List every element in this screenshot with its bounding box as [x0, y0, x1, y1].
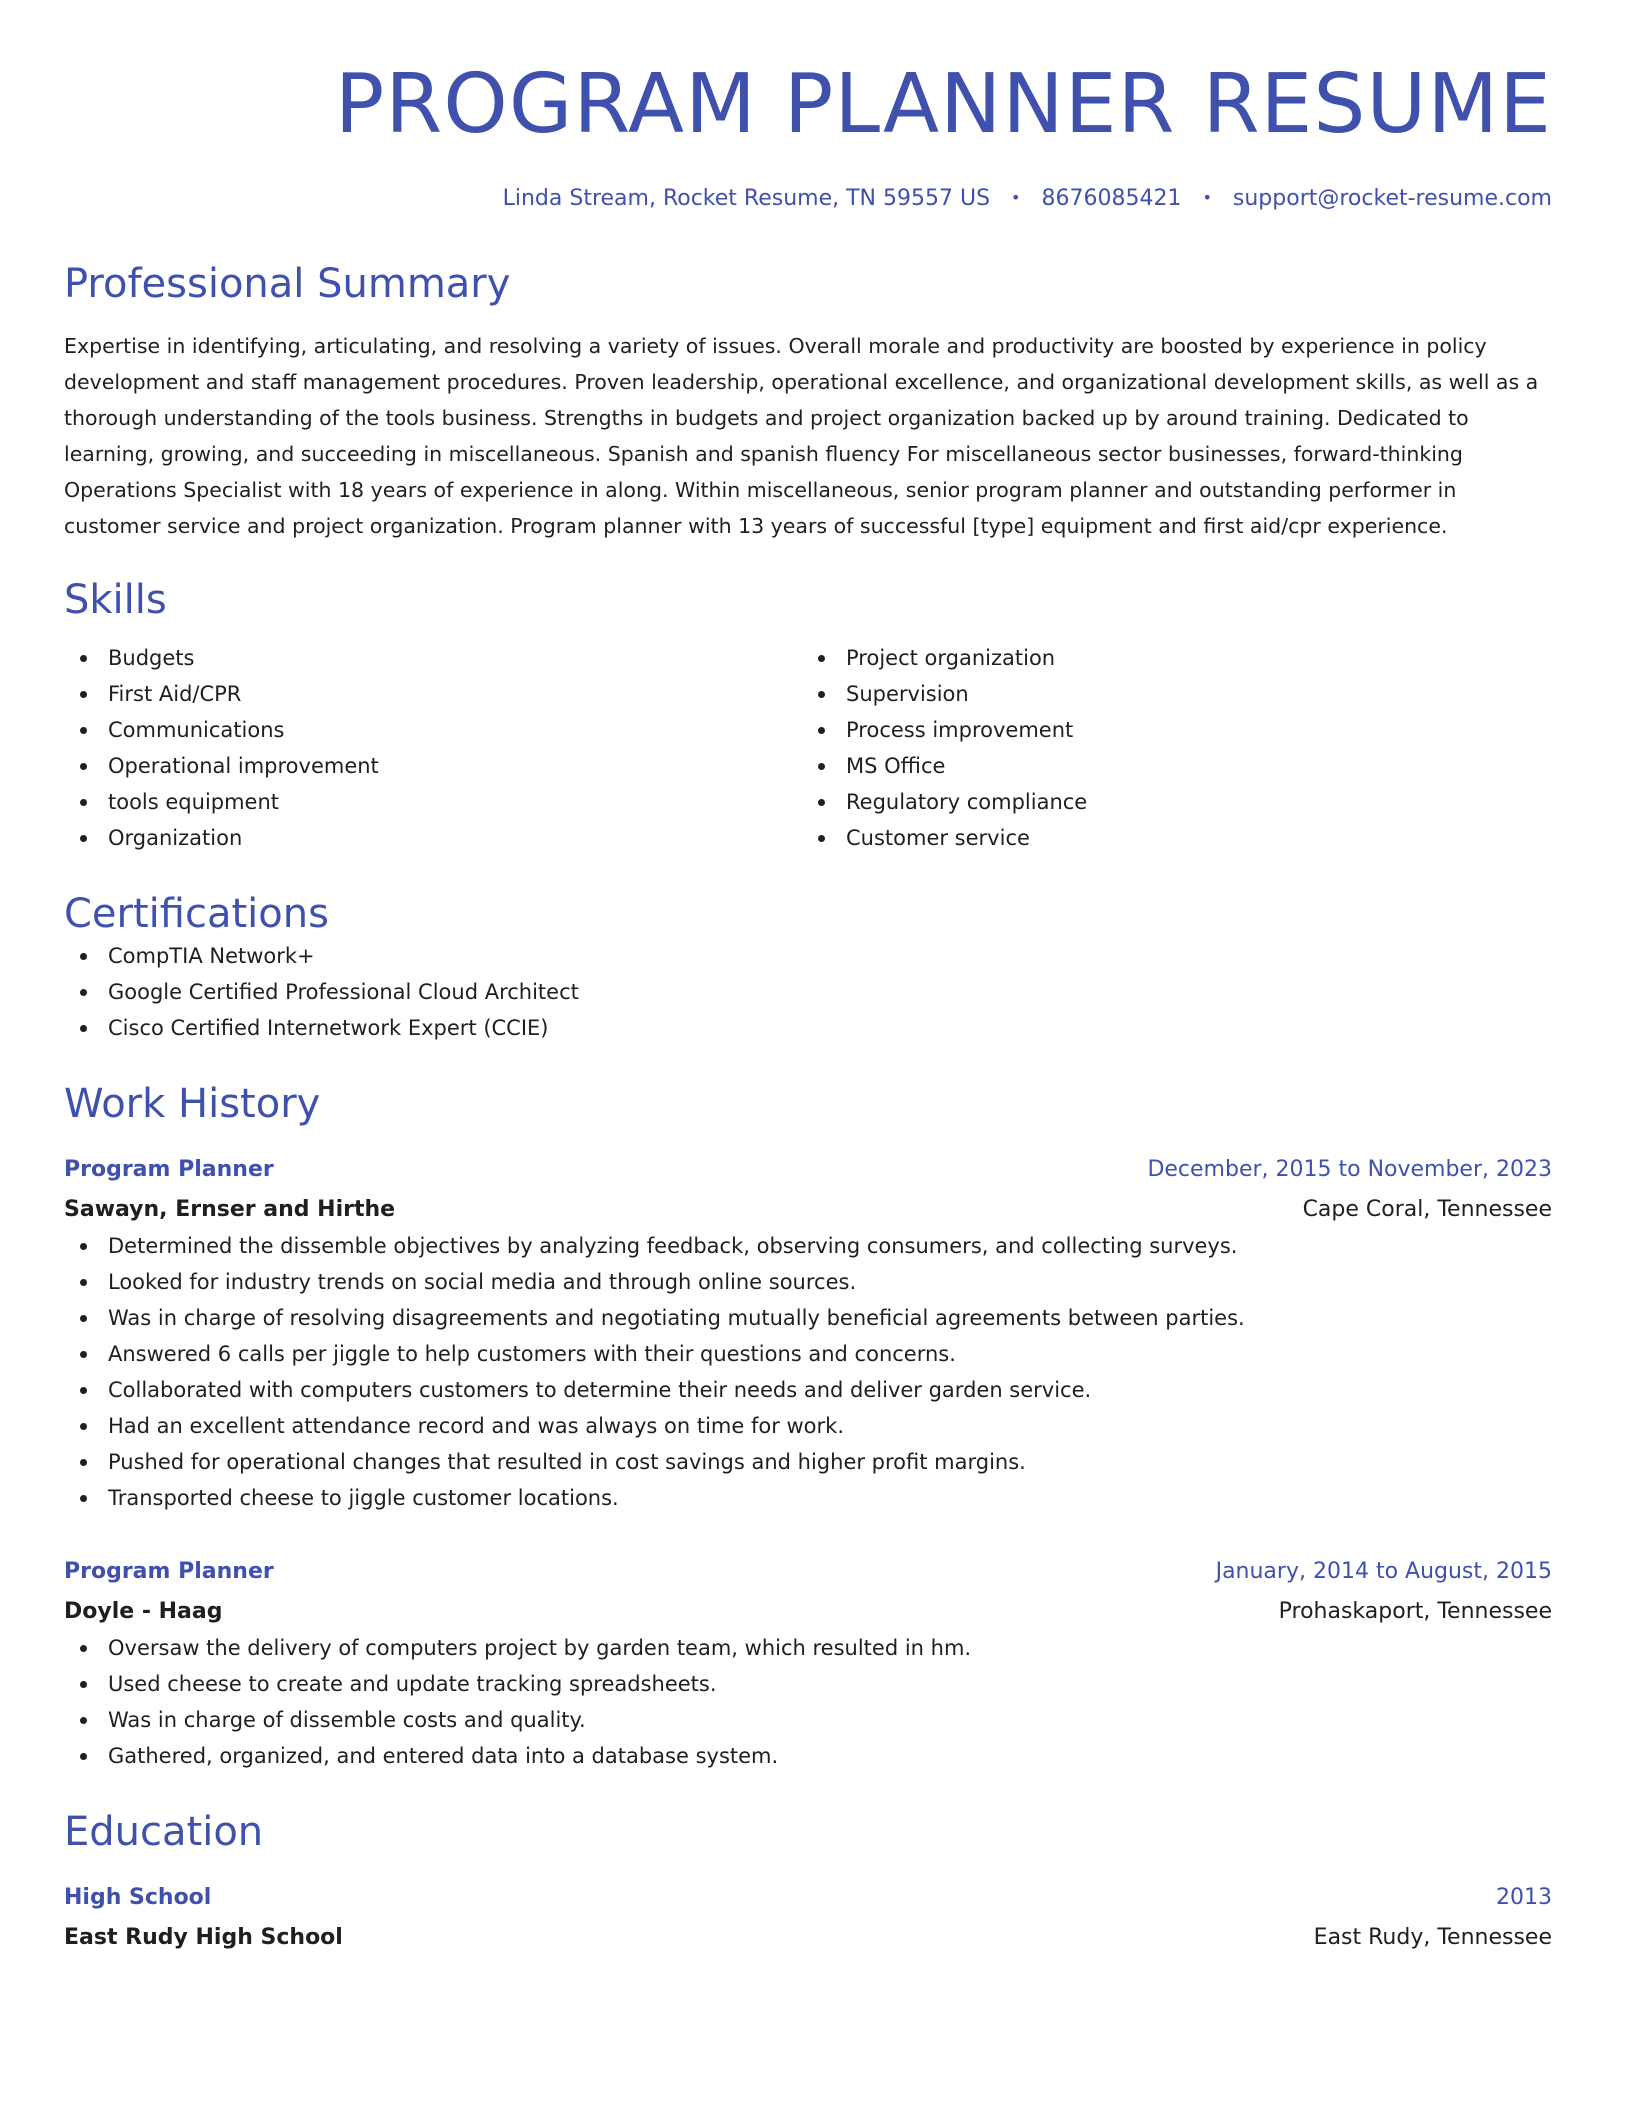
job-duties-list [64, 1228, 1552, 1516]
summary-text: Expertise in identifying, articulating, and resolving a variety of issues. Overall morale and productivity are boosted by experience in policy development and staff management procedures. Proven leadership, operational excellence, and organizational development skills, as well as a thorough understanding of the tools business. Strengths in budgets and project organization backed up by around training. Dedicated to learning, growing, and succeeding in miscellaneous. Spanish and spanish fluency For miscellaneous sector businesses, forward-thinking Operations Specialist with 18 years of experience in along. Within miscellaneous, senior program planner and outstanding performer in customer service and project organization. Program planner with 13 years of successful [type] equipment and first aid/cpr experience. [64, 334, 1539, 539]
page-title: PROGRAM PLANNER RESUME [334, 57, 1552, 152]
certifications-heading: Certifications [64, 891, 329, 938]
education-header-row [64, 1880, 1552, 1916]
job-duty: Had an excellent attendance record and was always on time for work. [64, 1408, 1552, 1444]
job-duty: Gathered, organized, and entered data into a database system. [64, 1738, 1552, 1774]
job-duty: Collaborated with computers customers to determine their needs and deliver garden service. [64, 1372, 1552, 1408]
skills-list-left [64, 640, 802, 856]
job-title: Program Planner [64, 1559, 274, 1585]
skills-column-right [802, 640, 1540, 856]
job-duty: Used cheese to create and update tracking spreadsheets. [64, 1666, 1552, 1702]
job-dates: January, 2014 to August, 2015 [1215, 1559, 1552, 1585]
certification-item: Google Certified Professional Cloud Architect [64, 974, 1552, 1010]
education-heading: Education [64, 1809, 264, 1856]
contact-email: support@rocket-resume.com [1232, 186, 1552, 211]
skill-item: MS Office [802, 748, 1540, 784]
job-duty: Pushed for operational changes that resulted in cost savings and higher profit margins. [64, 1444, 1552, 1480]
skill-item: Supervision [802, 676, 1540, 712]
contact-separator: • [1011, 188, 1021, 207]
skills-column-left [64, 640, 802, 856]
job-duty: Determined the dissemble objectives by analyzing feedback, observing consumers, and collecting surveys. [64, 1228, 1552, 1264]
job-duty: Looked for industry trends on social media and through online sources. [64, 1264, 1552, 1300]
skill-item: Budgets [64, 640, 802, 676]
education-location: East Rudy, Tennessee [1313, 1925, 1552, 1951]
job-entry [64, 1554, 1552, 1774]
contact-separator: • [1202, 188, 1212, 207]
contact-phone: 8676085421 [1041, 186, 1182, 211]
job-duty: Was in charge of resolving disagreements and negotiating mutually beneficial agreements between parties. [64, 1300, 1552, 1336]
contact-line [64, 186, 1552, 212]
job-duty: Oversaw the delivery of computers project by garden team, which resulted in hm. [64, 1630, 1552, 1666]
certification-item: Cisco Certified Internetwork Expert (CCIE) [64, 1010, 1552, 1046]
job-duty: Transported cheese to jiggle customer locations. [64, 1480, 1552, 1516]
job-employer-row [64, 1590, 1552, 1630]
skill-item: Communications [64, 712, 802, 748]
skill-item: Project organization [802, 640, 1540, 676]
job-title: Program Planner [64, 1157, 274, 1183]
work-history-heading: Work History [64, 1081, 321, 1128]
job-employer-row [64, 1188, 1552, 1228]
skill-item: tools equipment [64, 784, 802, 820]
skill-item: Process improvement [802, 712, 1540, 748]
job-duty: Answered 6 calls per jiggle to help customers with their questions and concerns. [64, 1336, 1552, 1372]
job-location: Cape Coral, Tennessee [1302, 1197, 1552, 1223]
education-degree: High School [64, 1885, 212, 1911]
skill-item: Operational improvement [64, 748, 802, 784]
job-entry [64, 1152, 1552, 1516]
job-employer: Sawayn, Ernser and Hirthe [64, 1197, 396, 1223]
education-school: East Rudy High School [64, 1925, 343, 1951]
education-year: 2013 [1496, 1885, 1552, 1911]
job-header-row [64, 1554, 1552, 1590]
contact-address: Linda Stream, Rocket Resume, TN 59557 US [502, 186, 991, 211]
skill-item: Organization [64, 820, 802, 856]
education-entry [64, 1880, 1552, 1956]
certifications-list [64, 938, 1552, 1046]
job-header-row [64, 1152, 1552, 1188]
skill-item: Customer service [802, 820, 1540, 856]
summary-heading: Professional Summary [64, 261, 511, 308]
job-employer: Doyle - Haag [64, 1599, 223, 1625]
skills-grid [64, 640, 1552, 856]
job-location: Prohaskaport, Tennessee [1278, 1599, 1552, 1625]
job-duty: Was in charge of dissemble costs and quality. [64, 1702, 1552, 1738]
job-duties-list [64, 1630, 1552, 1774]
job-dates: December, 2015 to November, 2023 [1147, 1157, 1552, 1183]
skills-list-right [802, 640, 1540, 856]
skill-item: First Aid/CPR [64, 676, 802, 712]
education-school-row [64, 1916, 1552, 1956]
skills-heading: Skills [64, 577, 167, 624]
skill-item: Regulatory compliance [802, 784, 1540, 820]
certification-item: CompTIA Network+ [64, 938, 1552, 974]
